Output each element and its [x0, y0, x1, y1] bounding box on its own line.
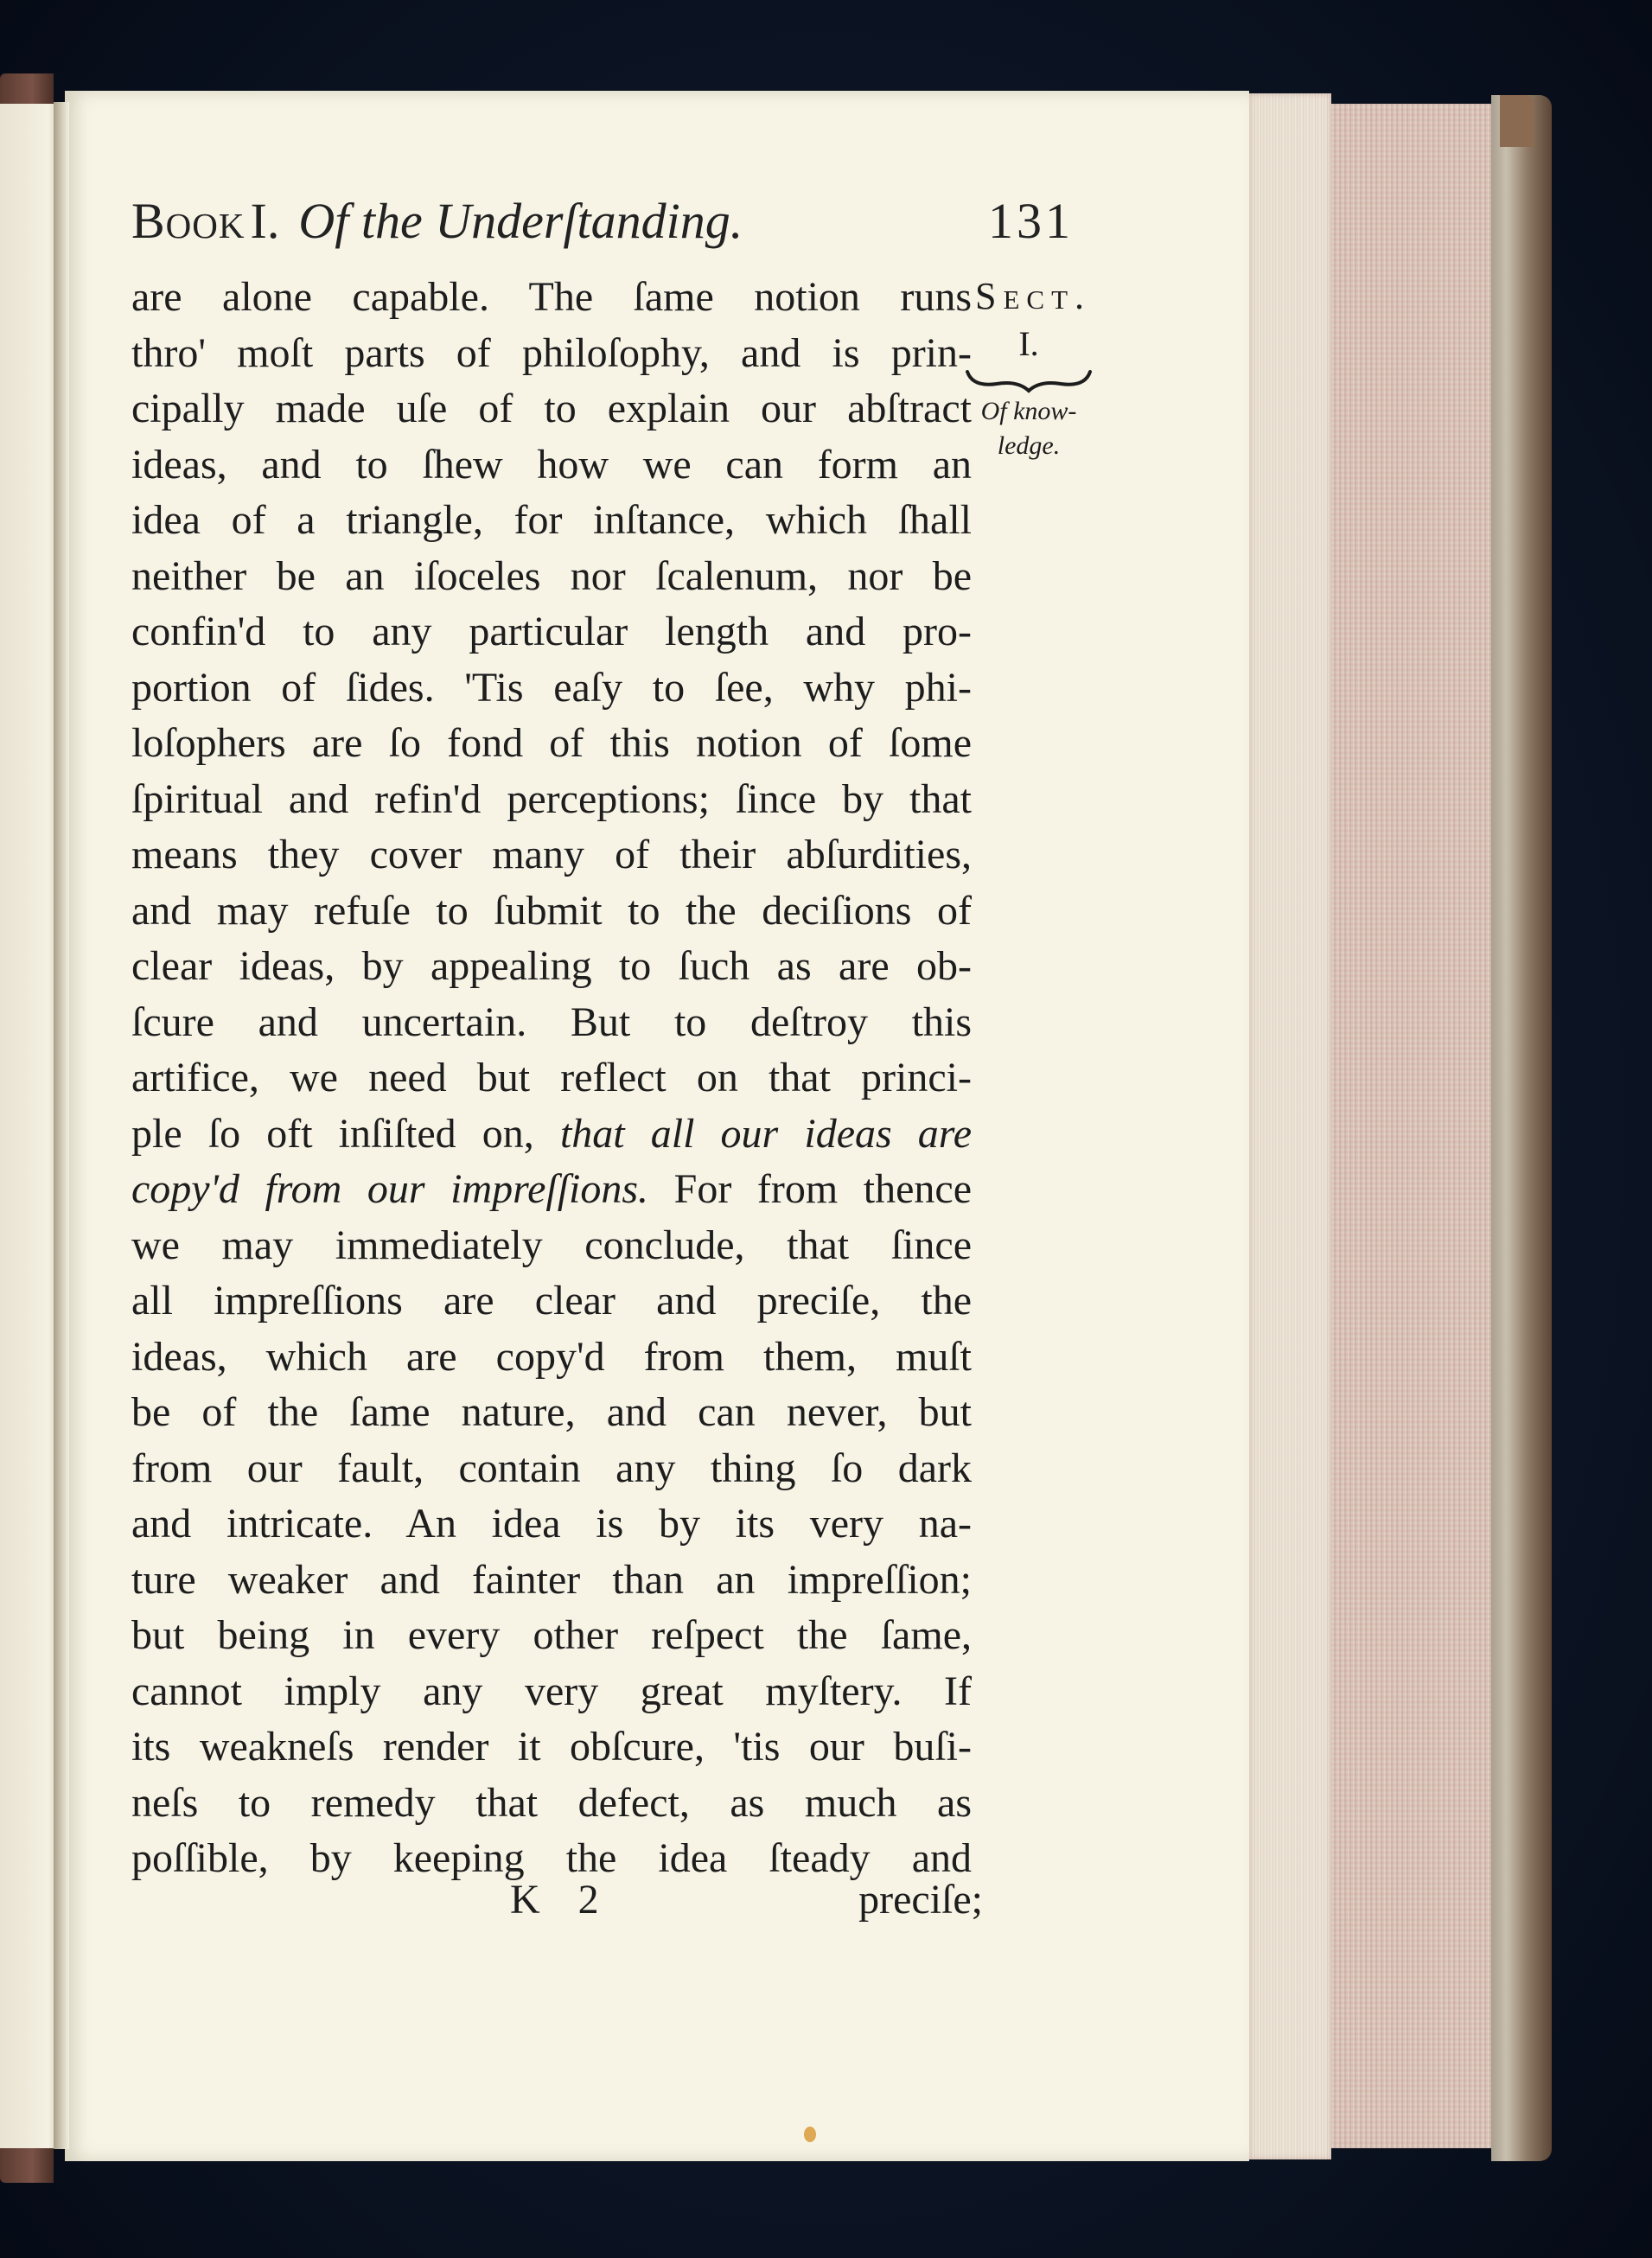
body-text	[131, 270, 972, 1887]
text-line	[131, 1330, 972, 1386]
text-line	[131, 1608, 972, 1664]
margin-note-line-2: ledge.	[997, 431, 1061, 460]
page-number: 131	[988, 193, 1074, 249]
text-segment: and intricate. An idea is by its very na-	[131, 1501, 972, 1547]
margin-note	[951, 270, 1107, 463]
text-line	[131, 827, 972, 883]
text-line	[131, 995, 972, 1051]
text-line	[131, 1441, 972, 1497]
text-segment: idea of a triangle, for inſtance, which ſhall	[131, 497, 972, 543]
text-segment: ple ſo oft inſiſted on,	[131, 1110, 560, 1157]
cover-corner	[1500, 95, 1534, 147]
text-line	[131, 604, 972, 660]
running-title: Of the Underſtanding.	[298, 193, 743, 249]
text-segment: from our fault, contain any thing ſo dark	[131, 1445, 972, 1491]
text-segment: we may immediately conclude, that ſince	[131, 1221, 972, 1268]
text-segment: means they cover many of their abſurdities,	[131, 832, 972, 877]
text-line	[131, 1385, 972, 1441]
text-line	[131, 381, 972, 437]
page-gutter	[54, 102, 69, 2149]
text-line	[131, 270, 972, 326]
text-line	[131, 1553, 972, 1609]
sprinkled-fore-edge	[1331, 104, 1491, 2148]
text-segment: For from thence	[648, 1166, 973, 1212]
text-line	[131, 493, 972, 549]
brace-ornament	[964, 365, 1094, 394]
page-header	[131, 192, 1074, 261]
text-segment: be of the ſame nature, and can never, but	[131, 1389, 972, 1435]
text-segment: ſpiritual and refin'd perceptions; ſince by that	[131, 775, 972, 822]
text-segment: neſs to remedy that defect, as much as	[131, 1779, 972, 1826]
text-line	[131, 883, 972, 940]
text-segment: artifice, we need but reflect on that princi-	[131, 1055, 972, 1100]
text-segment: ideas, which are copy'd from them, muſt	[131, 1333, 972, 1380]
text-line	[131, 1050, 972, 1107]
book-label: Book	[131, 193, 246, 249]
margin-note-line-1: Of know-	[980, 397, 1077, 425]
text-line	[131, 1273, 972, 1330]
section-number: I.	[1018, 324, 1039, 363]
text-segment: cannot imply any very great myſtery. If	[131, 1668, 972, 1714]
text-line	[131, 437, 972, 494]
text-segment: portion of ſides. 'Tis eaſy to ſee, why phi-	[131, 664, 972, 711]
book-number: I.	[250, 193, 280, 249]
page-footer	[131, 1876, 983, 1936]
text-line	[131, 939, 972, 995]
paper-stain	[804, 2127, 816, 2142]
text-line	[131, 1719, 972, 1776]
text-segment: and may refuſe to ſubmit to the deciſions of	[131, 887, 972, 934]
text-segment: that all our ideas are	[559, 1110, 973, 1157]
text-line	[131, 1664, 972, 1720]
text-segment: thro' moſt parts of philoſophy, and is prin-	[131, 329, 972, 376]
text-segment: clear ideas, by appealing to ſuch as are ob-	[131, 943, 972, 989]
text-line	[131, 1776, 972, 1832]
text-line	[131, 326, 972, 382]
text-line	[131, 1218, 972, 1274]
text-segment: cipally made uſe of to explain our abſtract	[131, 386, 972, 431]
text-segment: ſcure and uncertain. But to deſtroy this	[131, 998, 972, 1045]
text-segment: loſophers are ſo fond of this notion of ſome	[131, 720, 972, 766]
left-page-edge	[0, 104, 61, 2148]
text-segment: but being in every other reſpect the ſame,	[131, 1612, 972, 1658]
text-line	[131, 716, 972, 772]
text-segment: all impreſſions are clear and preciſe, the	[131, 1278, 972, 1324]
text-segment: its weakneſs render it obſcure, 'tis our buſi-	[131, 1724, 972, 1770]
text-segment: copy'd from our impreſſions.	[131, 1166, 649, 1212]
text-line	[131, 1496, 972, 1553]
signature-mark: K 2	[510, 1877, 613, 1923]
running-head	[131, 192, 743, 250]
text-line	[131, 549, 972, 605]
text-line	[131, 1107, 972, 1163]
text-line	[131, 772, 972, 828]
text-line	[131, 1162, 972, 1218]
text-segment: ture weaker and fainter than an impreſſion;	[131, 1556, 972, 1603]
text-segment: ideas, and to ſhew how we can form an	[131, 441, 972, 488]
text-line	[131, 660, 972, 717]
text-segment: are alone capable. The ſame notion runs	[131, 274, 972, 320]
back-cover-edge	[1491, 95, 1552, 2161]
text-segment: poſſible, by keeping the idea ſteady and	[131, 1835, 972, 1881]
text-segment: confin'd to any particular length and pro-	[131, 609, 972, 654]
section-label: Sect.	[974, 275, 1092, 317]
catchword: preciſe;	[858, 1877, 983, 1923]
page-stack-edge	[1249, 93, 1331, 2159]
text-segment: neither be an iſoceles nor ſcalenum, nor be	[131, 552, 972, 599]
